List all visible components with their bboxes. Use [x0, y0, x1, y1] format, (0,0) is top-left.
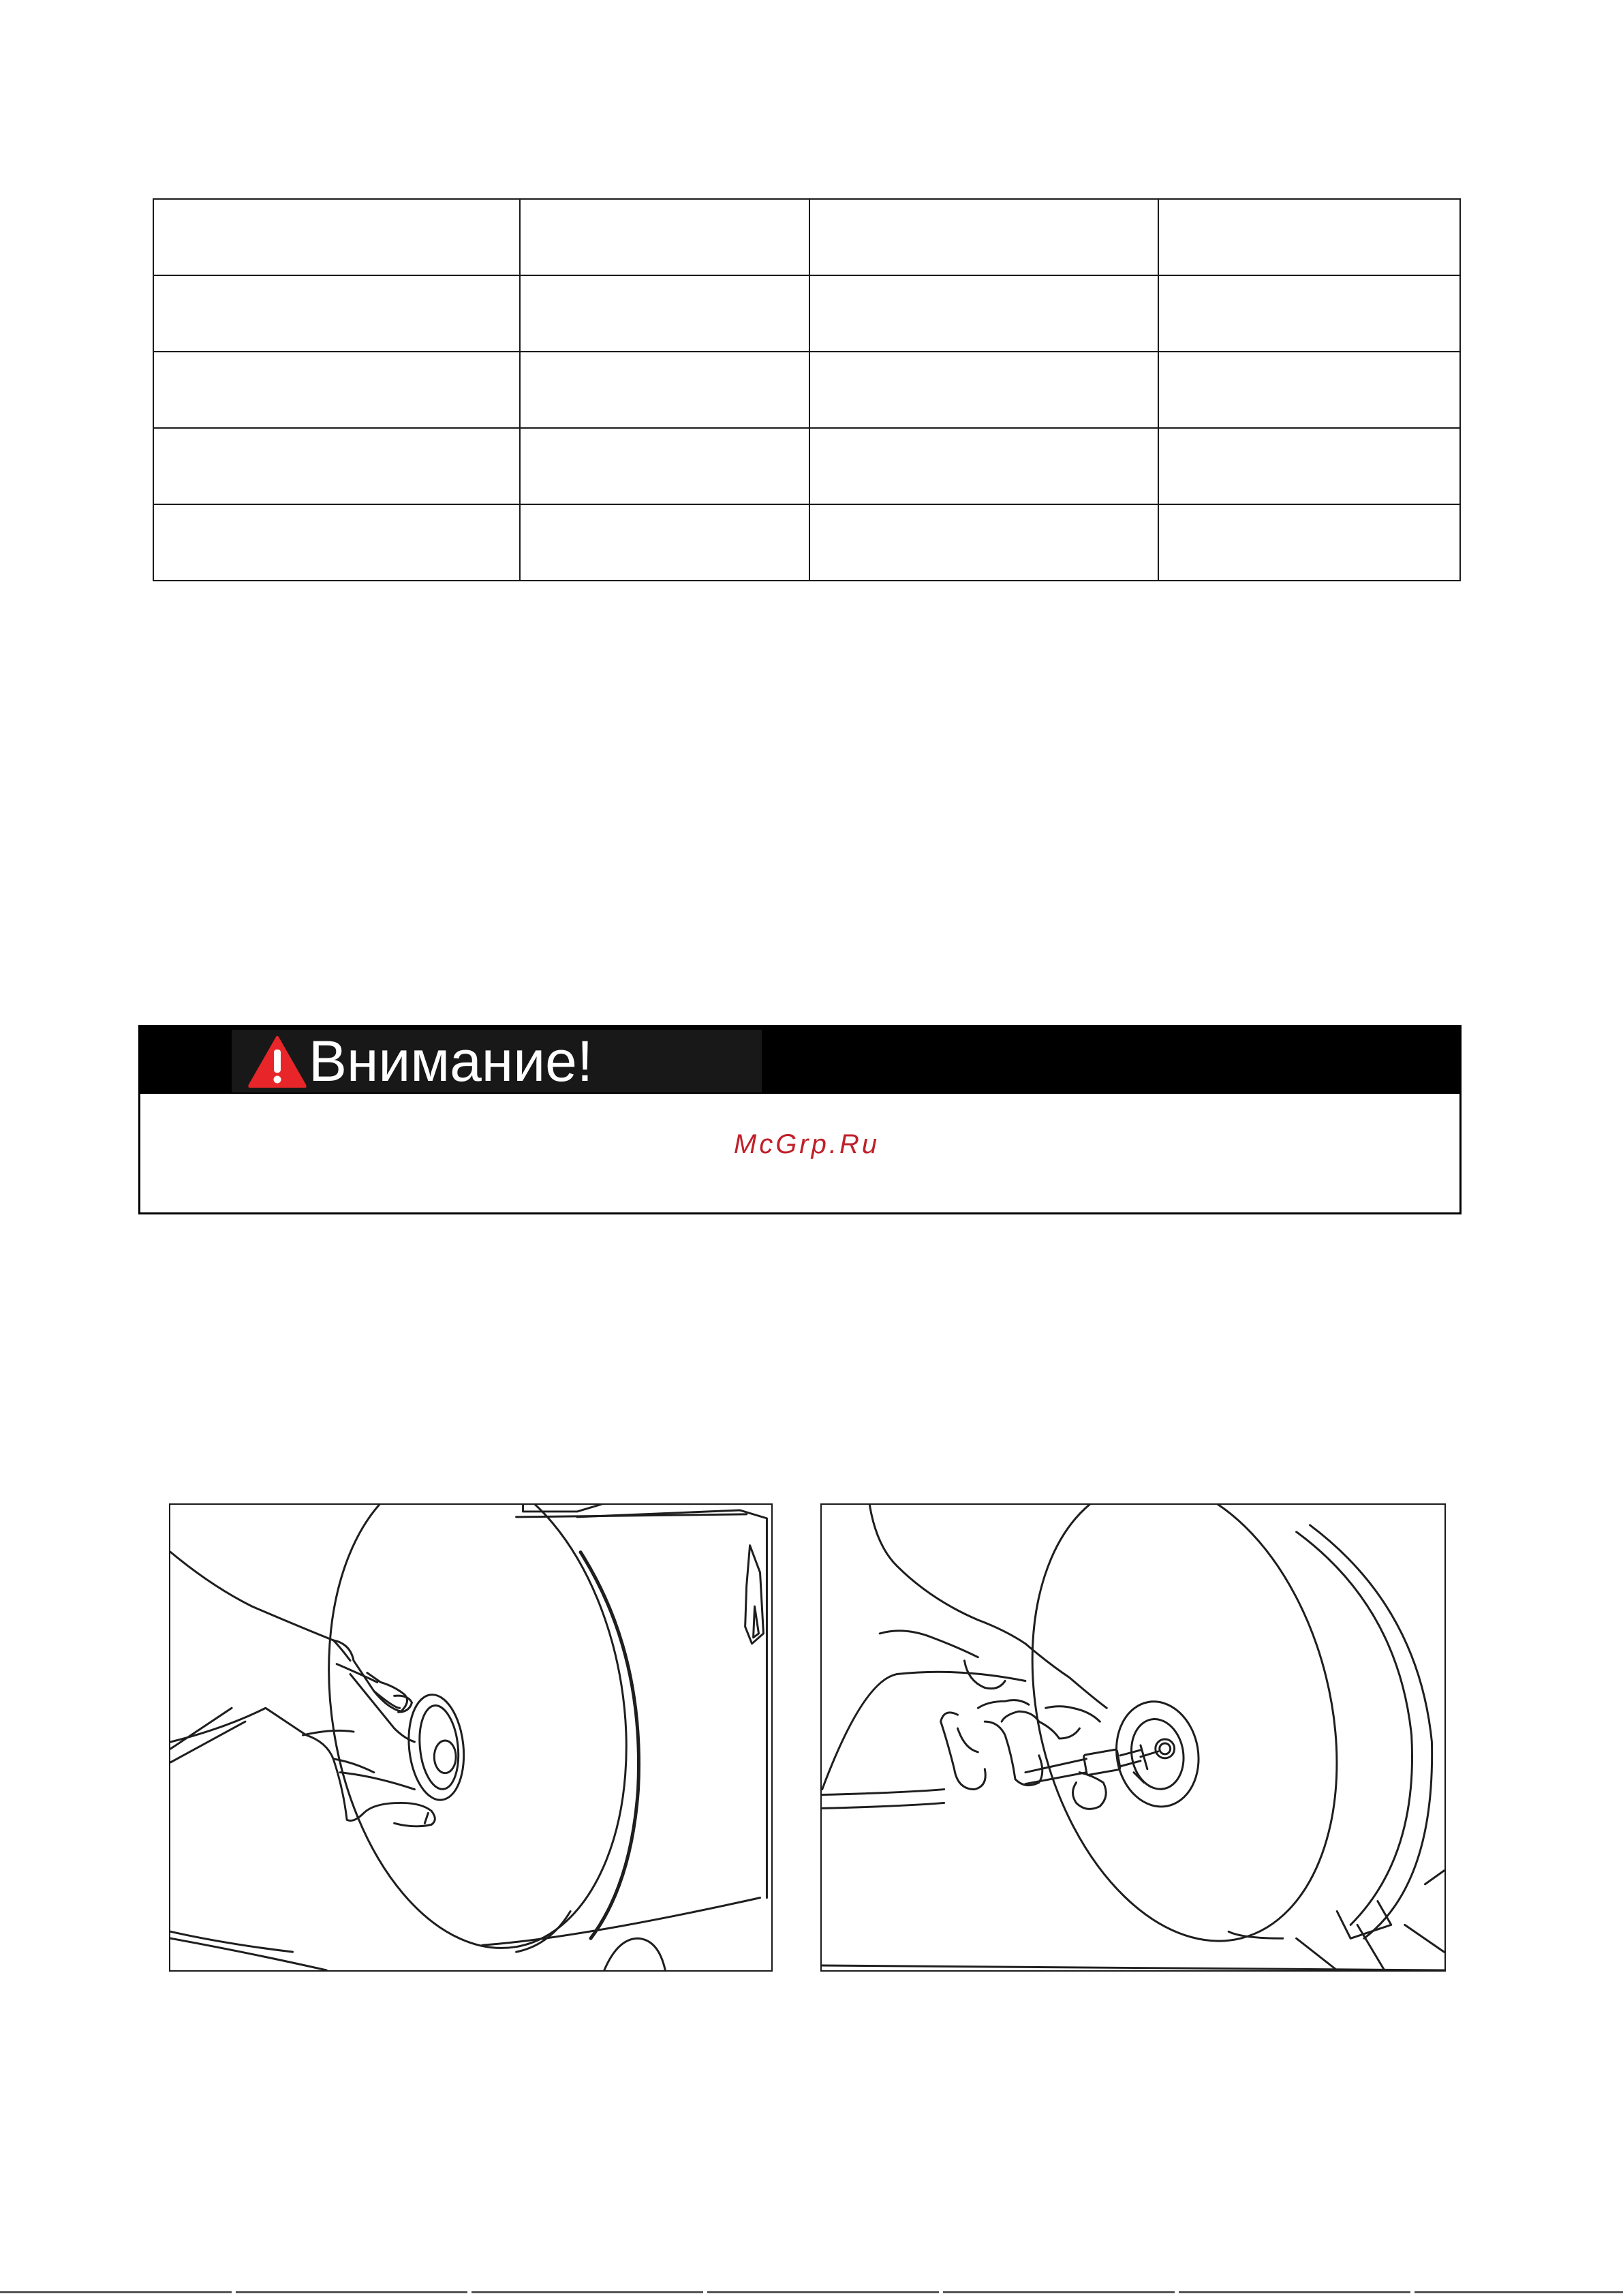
table-cell	[153, 352, 520, 428]
table-cell	[520, 352, 809, 428]
table-cell	[153, 199, 520, 275]
table-cell	[153, 504, 520, 581]
figure-valve-cap	[169, 1503, 773, 1972]
warning-triangle-icon	[247, 1035, 307, 1088]
table-cell	[520, 199, 809, 275]
table-row	[153, 275, 1460, 352]
table-cell	[520, 275, 809, 352]
warning-badge	[232, 1030, 762, 1092]
spec-table	[153, 198, 1461, 581]
warning-title: Внимание!	[309, 1029, 593, 1093]
table-cell	[809, 275, 1158, 352]
table-cell	[1158, 352, 1460, 428]
table-cell	[520, 428, 809, 504]
page-footer-line	[0, 2291, 1623, 2293]
table-row	[153, 504, 1460, 581]
table-cell	[809, 199, 1158, 275]
figure-air-hose	[820, 1503, 1446, 1972]
table-row	[153, 199, 1460, 275]
table-cell	[1158, 199, 1460, 275]
table-cell	[1158, 504, 1460, 581]
table-row	[153, 428, 1460, 504]
table-cell	[153, 275, 520, 352]
warning-header	[140, 1027, 1459, 1094]
table-cell	[520, 504, 809, 581]
table-cell	[1158, 428, 1460, 504]
table-cell	[1158, 275, 1460, 352]
table-cell	[809, 428, 1158, 504]
table-cell	[809, 504, 1158, 581]
warning-box	[138, 1025, 1462, 1214]
table-row	[153, 352, 1460, 428]
hand-attaching-air-hose-illustration	[822, 1505, 1444, 1970]
table-cell	[153, 428, 520, 504]
watermark: McGrp.Ru	[733, 1129, 880, 1159]
table-cell	[809, 352, 1158, 428]
hand-removing-valve-cap-illustration	[170, 1505, 771, 1970]
